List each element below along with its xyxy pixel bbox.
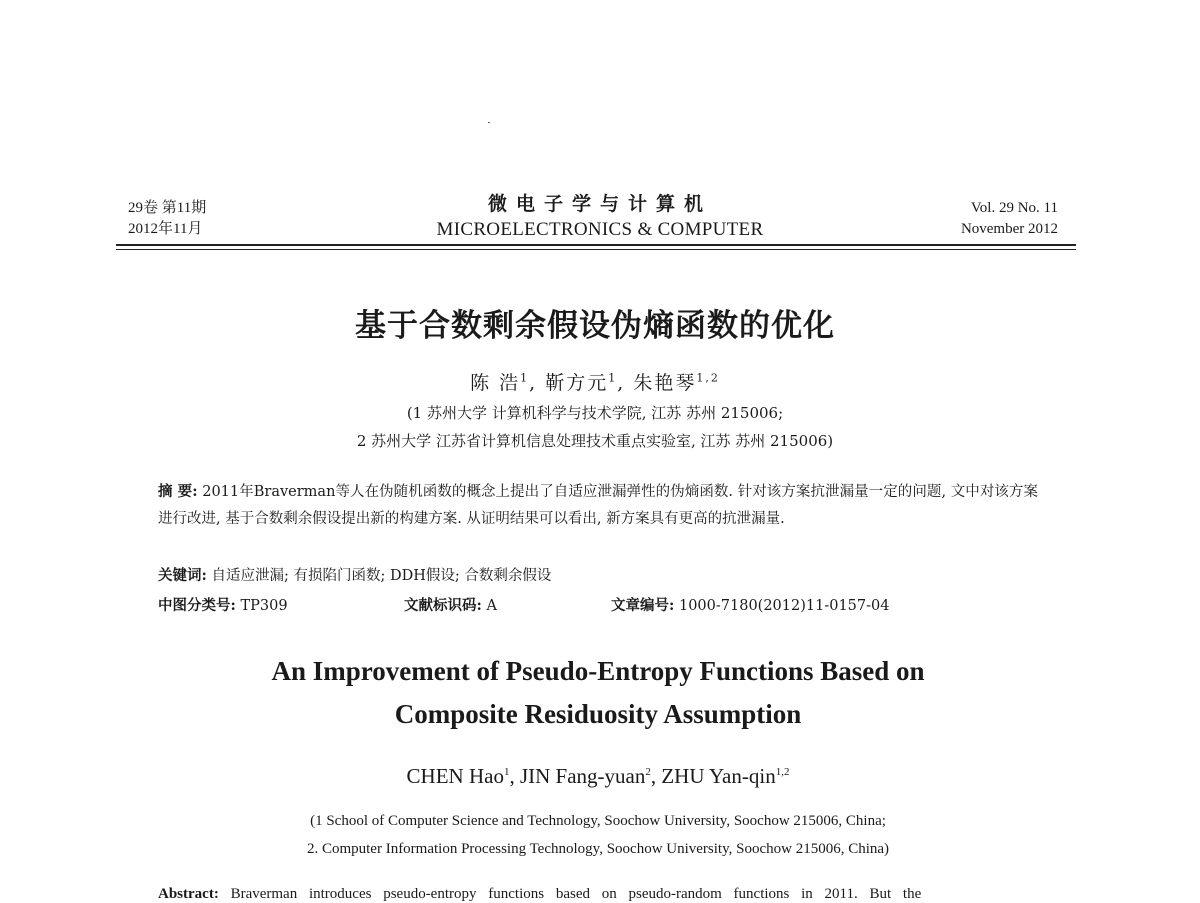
- volume-issue-en: Vol. 29 No. 11: [970, 200, 1058, 216]
- abstract-en-text: Braverman introduces pseudo-entropy functions based on pseudo-random functions in 2011. But the: [230, 886, 922, 902]
- keywords-cn: [158, 564, 551, 585]
- abstract-cn-label: 摘 要:: [158, 483, 198, 500]
- document-code-value: A: [486, 598, 497, 614]
- article-number: [611, 594, 890, 615]
- journal-name-en: MICROELECTRONICS & COMPUTER: [436, 219, 764, 240]
- keywords-cn-label: 关键词:: [158, 567, 207, 584]
- journal-name-cn: 微电子学与计算机: [487, 194, 712, 215]
- header-left: [128, 198, 206, 240]
- authors-en: CHEN Hao$^1$, JIN Fang-yuan$^2$, ZHU Yan-qin$^{1,2}$: [406, 764, 790, 788]
- article-number-label: 文章编号:: [611, 597, 675, 614]
- paper-title-cn: 基于合数剩余假设伪熵函数的优化: [355, 308, 835, 344]
- header-rule-thin: [116, 249, 1076, 250]
- abstract-cn: [158, 478, 1038, 533]
- author-affiliation-mark: 1: [503, 766, 510, 778]
- affiliation-en-2: 2. Computer Information Processing Technology, Soochow University, Soochow 215006, China): [306, 841, 890, 857]
- paper-title-en-line2: Composite Residuosity Assumption: [394, 699, 802, 729]
- abstract-en-label: Abstract:: [158, 886, 219, 902]
- author-name: 陈 浩: [470, 372, 521, 394]
- author-affiliation-mark: 2: [645, 766, 651, 778]
- author-name: 朱艳琴: [633, 372, 697, 394]
- date-en: November 2012: [960, 221, 1058, 237]
- affiliation-en-1: (1 School of Computer Science and Technology, Soochow University, Soochow 215006, China;: [310, 813, 886, 829]
- author-affiliation-mark: 1: [608, 371, 618, 385]
- keywords-cn-text: 自适应泄漏; 有损陷门函数; DDH假设; 合数剩余假设: [211, 568, 552, 584]
- author-affiliation-mark: 1,2: [775, 766, 790, 778]
- article-number-value: 1000-7180(2012)11-0157-04: [678, 598, 890, 614]
- date-cn: 2012年11月: [128, 221, 203, 237]
- author-name: JIN Fang-yuan: [519, 764, 646, 788]
- clc-number: [158, 594, 288, 615]
- abstract-cn-text: 2011年Braverman等人在伪随机函数的概念上提出了自适应泄漏弹性的伪熵函数. 针对该方案抗泄漏量一定的问题, 文中对该方案进行改进, 基于合数剩余假设提出新的构建方案. 从证明结果可以看出, 新方案具有更高的抗泄漏量.: [158, 484, 1038, 527]
- author-affiliation-mark: 1,2: [696, 371, 720, 385]
- abstract-en: [158, 886, 1038, 903]
- document-code-label: 文献标识码:: [404, 597, 482, 614]
- authors-cn: 陈 浩$^1$, 靳方元$^1$, 朱艳琴$^{1,2}$: [470, 371, 720, 394]
- header-center: [360, 192, 840, 242]
- document-code: [404, 594, 497, 615]
- clc-label: 中图分类号:: [158, 597, 236, 614]
- author-name: CHEN Hao: [406, 764, 504, 788]
- header-rule-thick: [116, 244, 1076, 246]
- header-right: [961, 198, 1058, 240]
- paper-title-en-line1: An Improvement of Pseudo-Entropy Functions Based on: [271, 656, 925, 686]
- affiliation-cn-1: (1 苏州大学 计算机科学与技术学院, 江苏 苏州 215006;: [406, 404, 784, 422]
- author-name: 靳方元: [545, 372, 609, 394]
- author-affiliation-mark: 1: [520, 371, 530, 385]
- clc-value: TP309: [240, 598, 288, 614]
- scan-speck: [488, 122, 490, 123]
- author-name: ZHU Yan-qin: [661, 764, 776, 788]
- affiliation-cn-2: 2 苏州大学 江苏省计算机信息处理技术重点实验室, 江苏 苏州 215006): [356, 432, 834, 450]
- volume-issue-cn: 29卷 第11期: [128, 200, 207, 216]
- paper-title-en: [0, 650, 1196, 736]
